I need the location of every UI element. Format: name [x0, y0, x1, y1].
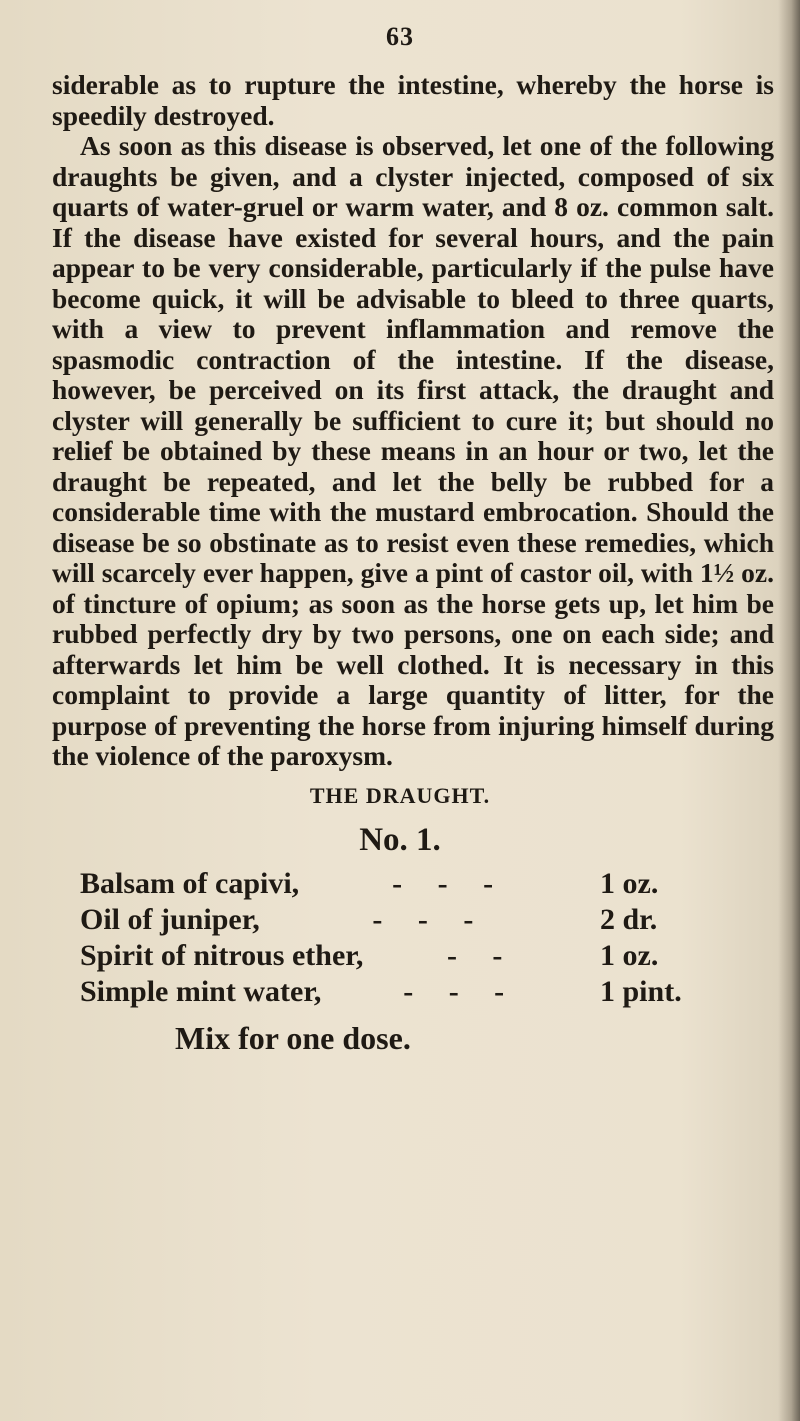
ingredient-quantity: 1 oz.	[600, 939, 659, 972]
recipe-number: No. 1.	[359, 822, 441, 858]
page-edge-shadow	[778, 0, 800, 1421]
ingredient-row	[80, 938, 720, 974]
ingredient-quantity: 1 pint.	[600, 975, 682, 1008]
recipe-heading: THE DRAUGHT.	[309, 783, 491, 808]
leader-dashes: - -	[446, 939, 517, 972]
ingredient-quantity: 2 dr.	[600, 903, 658, 936]
ingredient-name: Spirit of nitrous ether,	[80, 939, 364, 972]
leader-dashes: - - -	[403, 975, 519, 1008]
ingredient-row	[80, 866, 720, 902]
body-text	[52, 70, 774, 772]
ingredient-row	[80, 974, 720, 1010]
leader-dashes: - - -	[392, 867, 508, 900]
paragraph: As soon as this disease is observed, let one of the following draughts be given, and a clyster injected, composed of six quarts of water-gruel or warm water, and 8 oz. common salt. If the disease have existed for several hours, and the pain appear to be very considerable, particularly if the pulse have become quick, it will be advisable to bleed to three quarts, with a view to prevent inflammation and remove the spasmodic contraction of the intestine. If the disease, however, be perceived on its first attack, the draught and clyster will generally be sufficient to cure it; but should no relief be obtained by these means in an hour or two, let the draught be repeated, and let the belly be rubbed for a considerable time with the mustard embrocation. Should the disease be so obstinate as to resist even these remedies, which will scarcely ever happen, give a pint of castor oil, with 1½ oz. of tincture of opium; as soon as the horse gets up, let him be rubbed perfectly dry by two persons, one on each side; and afterwards let him be well clothed. It is necessary in this complaint to provide a large quantity of litter, for the purpose of preventing the horse from injuring himself during the violence of the paroxysm.	[52, 130, 774, 771]
ingredient-name: Simple mint water,	[80, 975, 322, 1008]
paragraph-continued: siderable as to rupture the intestine, whereby the horse is speedily destroyed.	[52, 69, 774, 131]
page-number: 63	[386, 22, 414, 51]
mix-instruction: Mix for one dose.	[175, 1020, 411, 1056]
ingredient-quantity: 1 oz.	[600, 867, 659, 900]
ingredient-list	[80, 866, 720, 1010]
ingredient-name: Balsam of capivi,	[80, 867, 300, 900]
leader-dashes: - - -	[372, 903, 488, 936]
ingredient-row	[80, 902, 720, 938]
ingredient-name: Oil of juniper,	[80, 903, 260, 936]
